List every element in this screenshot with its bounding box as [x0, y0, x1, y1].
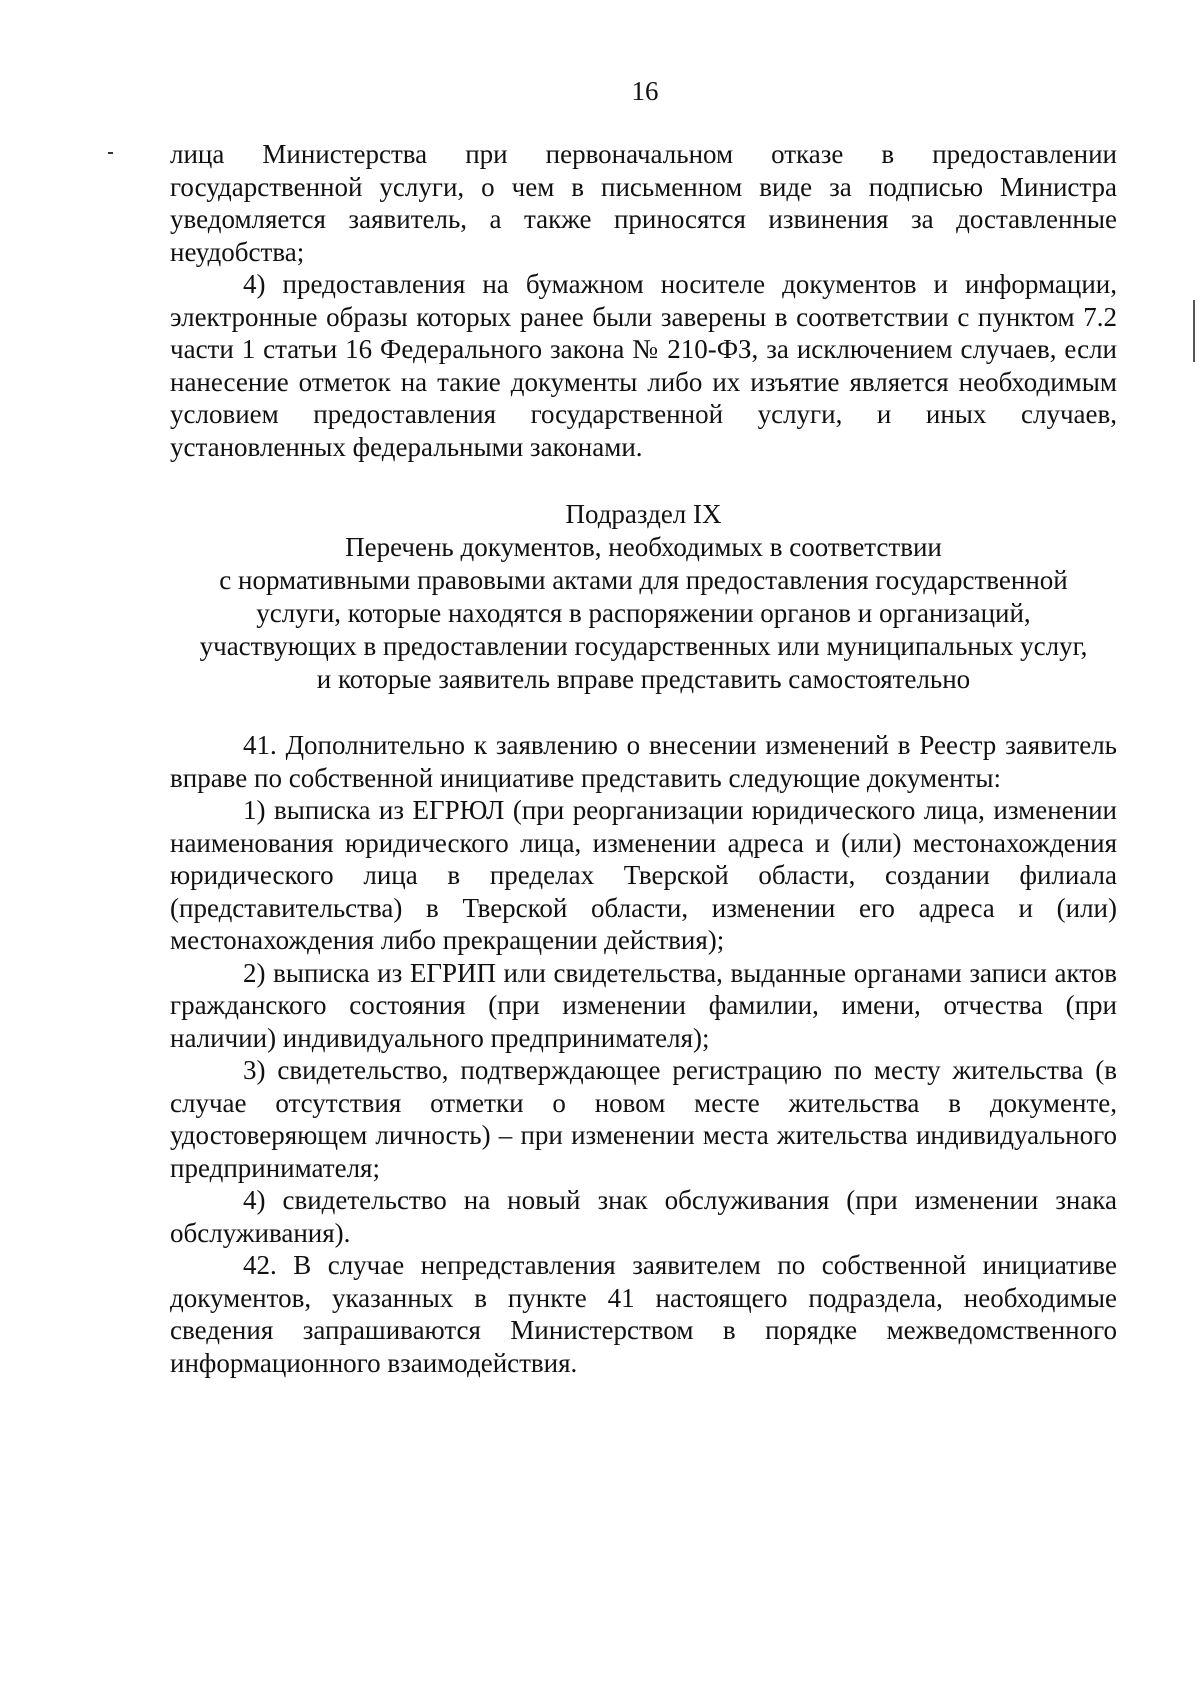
paragraph-continuation: лица Министерства при первоначальном отказе в предоставлении государственной услуги, о чем в письменном виде за подписью Министра уведомляется заявитель, а также приносятся извинения за доставленные неудобства; [170, 139, 1117, 267]
paragraph-item-4: 4) предоставления на бумажном носителе документов и информации, электронные образы которых ранее были заверены в соответствии с пунктом 7.2 части 1 статьи 16 Федерального закона № 210-ФЗ, за исключением случаев, если нанесение отметок на такие документы либо их изъятие является необходимым условием предоставления государственной услуги, и иных случаев, установленных федеральными законами. [170, 269, 1117, 462]
document-body [170, 138, 1117, 1379]
page-number: 16 [631, 76, 659, 106]
paragraph-41: 41. Дополнительно к заявлению о внесении изменений в Реестр заявитель вправе по собственной инициативе представить следующие документы: [170, 730, 1117, 793]
subsection-heading-line: Перечень документов, необходимых в соответствии [345, 532, 942, 562]
subsection-heading-line: и которые заявитель вправе представить самостоятельно [316, 664, 971, 694]
spacer [170, 696, 1117, 729]
paragraph-42: 42. В случае непредставления заявителем по собственной инициативе документов, указанных в пункте 41 настоящего подраздела, необходимые сведения запрашиваются Министерством в порядке межведомственного информационного взаимодействия. [170, 1250, 1117, 1378]
subsection-heading-line: услуги, которые находятся в распоряжении органов и организаций, [256, 598, 1031, 628]
subsection-title: Подраздел IX [565, 499, 722, 529]
scan-edge-mark [1193, 300, 1195, 362]
list-item-2: 2) выписка из ЕГРИП или свидетельства, выданные органами записи актов гражданского состояния (при изменении фамилии, имени, отчества (при наличии) индивидуального предпринимателя); [170, 957, 1117, 1053]
subsection-heading-line: с нормативными правовыми актами для предоставления государственной [219, 565, 1068, 595]
list-item-1: 1) выписка из ЕГРЮЛ (при реорганизации юридического лица, изменении наименования юридического лица, изменении адреса и (или) местонахождения юридического лица в пределах Тверской области, создании филиала (представительства) в Тверской области, изменении его адреса и (или) местонахождения либо прекращении действия); [170, 795, 1117, 955]
scan-mark [108, 152, 113, 154]
subsection-heading-line: участвующих в предоставлении государственных или муниципальных услуг, [199, 631, 1088, 661]
list-item-3: 3) свидетельство, подтверждающее регистрацию по месту жительства (в случае отсутствия отметки о новом месте жительства в документе, удостоверяющем личность) – при изменении места жительства индивидуального предпринимателя; [170, 1055, 1117, 1183]
list-item-4: 4) свидетельство на новый знак обслуживания (при изменении знака обслуживания). [170, 1185, 1117, 1248]
